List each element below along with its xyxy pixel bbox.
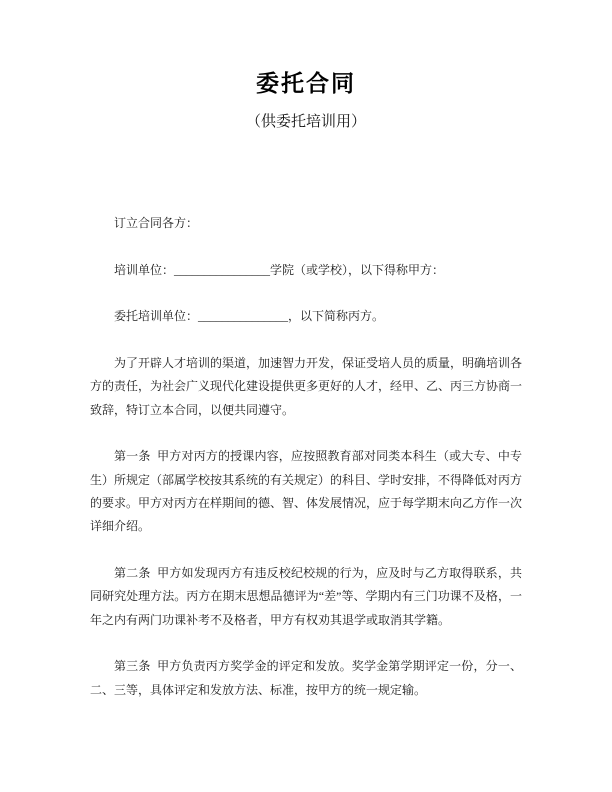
party-a-label: 培训单位：	[114, 262, 175, 277]
article-3-paragraph	[90, 655, 522, 702]
party-a-line	[90, 259, 522, 282]
preamble-paragraph: 为了开辟人才培训的渠道，加速智力开发，保证受培人员的质量，明确培训各方的责任，为社会广义现代化建设提供更多更好的人才，经甲、乙、丙三方协商一致辞，特订立本合同，以便共同遵守。	[90, 355, 523, 417]
party-c-line	[90, 305, 522, 328]
article-1-text: 甲方对丙方的授课内容，应按照教育部对同类本科生（或大专、中专生）所规定（部属学校按其系统的有关规定）的科目、学时安排，不得降低对丙方的要求。甲方对丙方在样期间的德、智、体发展情况，应于每学期末向乙方作一次详细介绍。	[90, 449, 523, 534]
article-2-paragraph	[90, 562, 522, 632]
document-subtitle: （供委托培训用）	[245, 114, 366, 130]
party-c-suffix: ，以下简称丙方。	[288, 309, 385, 324]
party-a-blank-field: ________________	[174, 262, 271, 277]
document-title: 委托合同	[256, 70, 356, 96]
document-body	[90, 212, 522, 702]
article-3-text: 甲方负责丙方奖学金的评定和发放。奖学金第学期评定一份，分一、二、三等，具体评定和发放方法、标准，按甲方的统一规定输。	[90, 659, 522, 697]
article-3-label: 第三条	[114, 659, 151, 674]
party-c-label: 委托培训单位：	[114, 309, 199, 324]
article-1-label: 第一条	[114, 449, 151, 464]
article-1-paragraph	[90, 445, 522, 538]
article-2-label: 第二条	[114, 565, 151, 580]
parties-heading: 订立合同各方：	[114, 216, 199, 230]
party-c-blank-field: _______________	[198, 309, 289, 324]
party-a-suffix: 学院（或学校），以下得称甲方：	[270, 262, 445, 277]
article-2-text: 甲方如发现丙方有违反校纪校规的行为，应及时与乙方取得联系，共同研究处理方法。丙方在期末思想品德评为“差”等、学期内有三门功课不及格，一年之内有两门功课补考不及格者，甲方有权劝其退学或取消其学籍。	[90, 565, 522, 627]
